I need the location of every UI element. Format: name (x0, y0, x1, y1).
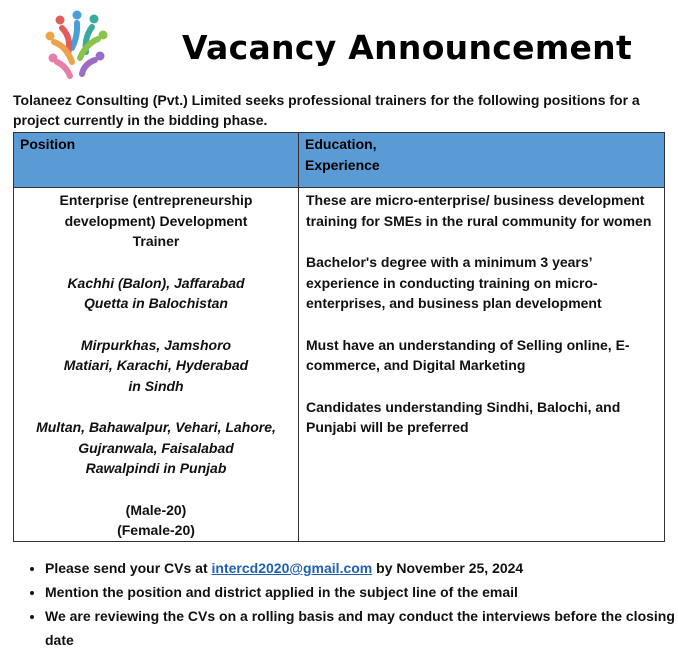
vacancy-table (13, 132, 665, 542)
page-title: Vacancy Announcement (182, 28, 633, 67)
notes-list (25, 556, 678, 652)
intro-text: Tolaneez Consulting (Pvt.) Limited seeks professional trainers for the following positions for a project currently in the bidding phase. (13, 92, 640, 128)
table-row (14, 188, 665, 542)
list-item: • We are reviewing the CVs on a rolling basis and may conduct the interviews before the closing date (45, 604, 678, 652)
edu-paragraph-4: Candidates understanding Sindhi, Balochi, and Punjabi will be preferred (306, 398, 621, 435)
edu-paragraph-1: These are micro-enterprise/ business development training for SMEs in the rural community for women (306, 192, 652, 229)
edu-paragraph-3: Must have an understanding of Selling online, E-commerce, and Digital Marketing (306, 336, 630, 373)
position-header: Position (14, 133, 299, 188)
company-logo (42, 8, 112, 80)
education-cell (299, 188, 665, 542)
punjab-districts: Multan, Bahawalpur, Vehari, Lahore, Gujranwala, Faisalabad Rawalpindi in Punjab (36, 419, 276, 476)
email-link[interactable]: intercd2020@gmail.com (211, 560, 373, 576)
education-header: Education, Experience (299, 133, 665, 188)
list-item: • Please send your CVs at intercd2020@gmail.com by November 25, 2024 (45, 556, 678, 580)
positions-count: (Male-20) (Female-20) (117, 501, 195, 538)
balochistan-districts: Kachhi (Balon), Jaffarabad Quetta in Balochistan (67, 274, 245, 311)
position-cell (14, 188, 299, 542)
role-title: Enterprise (entrepreneurship development) Development Trainer (59, 192, 253, 249)
list-item: • Mention the position and district applied in the subject line of the email (45, 580, 678, 604)
table-header-row (14, 133, 665, 188)
edu-paragraph-2: Bachelor's degree with a minimum 3 years’ experience in conducting training on micro-enterprises, and business plan development (306, 254, 602, 311)
sindh-districts: Mirpurkhas, Jamshoro Matiari, Karachi, Hyderabad in Sindh (63, 336, 249, 394)
